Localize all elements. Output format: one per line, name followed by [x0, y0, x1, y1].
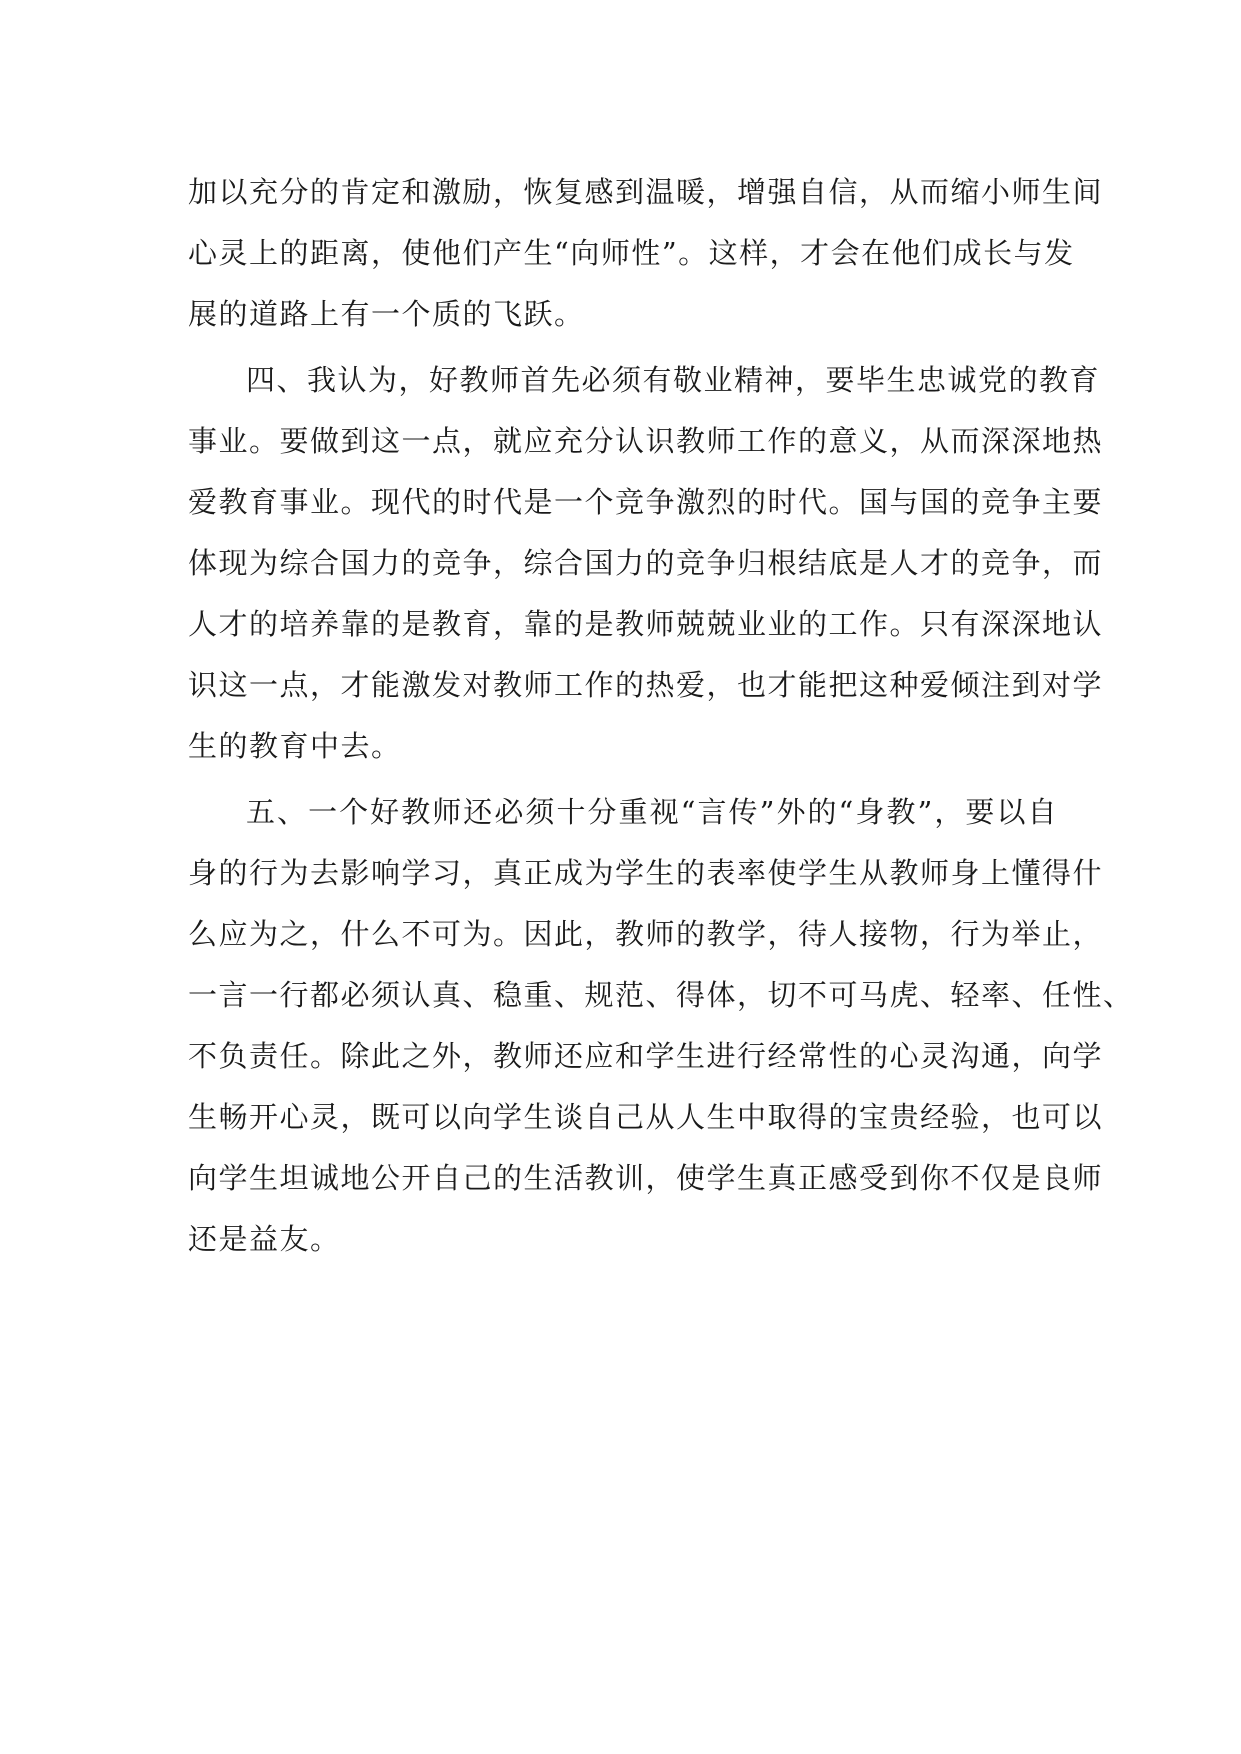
- text-line: 加以充分的肯定和激励，恢复感到温暖，增强自信，从而缩小师生间: [188, 175, 1104, 209]
- text-line: 么应为之，什么不可为。因此，教师的教学，待人接物，行为举止，: [188, 917, 1104, 951]
- text-line: 心灵上的距离，使他们产生“向师性”。这样，才会在他们成长与发: [188, 236, 1075, 270]
- text-line: 还是益友。: [188, 1222, 341, 1256]
- text-line: 事业。要做到这一点，就应充分认识教师工作的意义，从而深深地热: [188, 424, 1104, 458]
- text-line: 身的行为去影响学习，真正成为学生的表率使学生从教师身上懂得什: [188, 856, 1104, 890]
- text-line: 生的教育中去。: [188, 729, 402, 763]
- text-line: 向学生坦诚地公开自己的生活教训，使学生真正感受到你不仅是良师: [188, 1161, 1104, 1195]
- text-line: 五、一个好教师还必须十分重视“言传”外的“身教”，要以自: [246, 795, 1058, 829]
- text-line: 展的道路上有一个质的飞跃。: [188, 297, 585, 331]
- paragraph-2: [188, 350, 1104, 777]
- document-body: [188, 162, 1134, 1270]
- text-line: 不负责任。除此之外，教师还应和学生进行经常性的心灵沟通，向学: [188, 1039, 1104, 1073]
- text-line: 一言一行都必须认真、稳重、规范、得体，切不可马虎、轻率、任性、: [188, 978, 1134, 1012]
- text-line: 四、我认为，好教师首先必须有敬业精神，要毕生忠诚党的教育: [246, 363, 1101, 397]
- text-line: 生畅开心灵，既可以向学生谈自己从人生中取得的宝贵经验，也可以: [188, 1100, 1104, 1134]
- text-line: 爱教育事业。现代的时代是一个竞争激烈的时代。国与国的竞争主要: [188, 485, 1104, 519]
- text-line: 体现为综合国力的竞争，综合国力的竞争归根结底是人才的竞争，而: [188, 546, 1104, 580]
- paragraph-1: [188, 162, 1104, 345]
- paragraph-3: [188, 782, 1134, 1270]
- text-line: 人才的培养靠的是教育，靠的是教师兢兢业业的工作。只有深深地认: [188, 607, 1104, 641]
- text-line: 识这一点，才能激发对教师工作的热爱，也才能把这种爱倾注到对学: [188, 668, 1104, 702]
